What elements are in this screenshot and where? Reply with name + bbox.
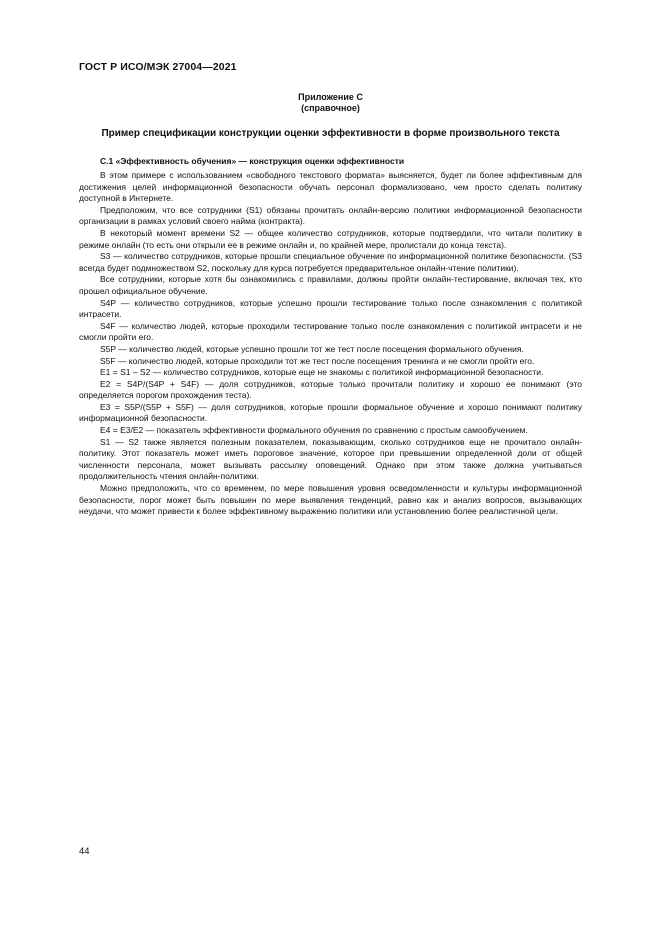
page-number: 44 <box>79 846 90 857</box>
main-heading: Пример спецификации конструкции оценки эффективности в форме произвольного текста <box>101 128 560 139</box>
paragraph: Предположим, что все сотрудники (S1) обязаны прочитать онлайн-версию политики информационной безопасности организации в рамках условий своего найма (контракта). <box>79 204 582 227</box>
paragraph: S5P — количество людей, которые успешно прошли тот же тест после посещения формального обучения. <box>100 343 524 354</box>
appendix-title: Приложение С <box>298 92 363 102</box>
appendix-title-block <box>0 92 661 114</box>
section-heading: С.1 «Эффективность обучения» — конструкция оценки эффективности <box>100 156 405 166</box>
document-header: ГОСТ Р ИСО/МЭК 27004—2021 <box>79 61 237 73</box>
paragraph: S1 — S2 также является полезным показателем, показывающим, сколько сотрудников еще не прочитало онлайн-политику. Этот показатель может иметь пороговое значение, которое при превышении определенной доли от общей численности персонала, может вызывать рассылку оповещений. Однако при этом также должна учитываться продолжительность чтения онлайн-политики. <box>79 436 582 482</box>
paragraph: S4F — количество людей, которые проходили тестирование только после ознакомления с политикой интрасети и не смогли пройти его. <box>79 320 582 343</box>
paragraph: S5F — количество людей, которые проходили тот же тест после посещения тренинга и не смогли пройти его. <box>100 355 535 366</box>
paragraph: S3 — количество сотрудников, которые прошли специальное обучение по информационной политике безопасности. (S3 всегда будет подмножеством S2, поскольку для курса потребуется предварительное онлайн-чтение политики). <box>79 251 582 273</box>
paragraph: E2 = S4P/(S4P + S4F) — доля сотрудников, которые только прочитали политику и хорошо ее понимают (это определяется порогом прохождения теста). <box>79 378 582 401</box>
paragraph: В этом примере с использованием «свободного текстового формата» выясняется, будет ли более эффективным для достижения целей информационной безопасности обучать персонал формализовано, чем просто сделать политику доступной в Интернете. <box>79 170 582 204</box>
paragraph: S4P — количество сотрудников, которые успешно прошли тестирование только после ознакомления с политикой интрасети. <box>79 297 582 320</box>
paragraph: E3 = S5P/(S5P + S5F) — доля сотрудников, которые прошли формальное обучение и хорошо понимают политику информационной безопасности. <box>79 401 582 424</box>
paragraph: E4 = E3/E2 — показатель эффективности формального обучения по сравнению с простым самообучением. <box>100 425 528 436</box>
paragraph: Все сотрудники, которые хотя бы ознакомились с правилами, должны пройти онлайн-тестирование, включая тех, кто прошел официальное обучение. <box>79 274 582 296</box>
body-text <box>79 170 582 518</box>
paragraph: Можно предположить, что со временем, по мере повышения уровня осведомленности и культуры информационной безопасности, порог может быть повышен по мере выявления тенденций, равно как и анализ вопросов, вызывающих неудачи, что может привести к более эффективному выражению политики или установлению более реалистичной цели. <box>79 483 582 517</box>
paragraph: E1 = S1 – S2 — количество сотрудников, которые еще не знакомы с политикой информационной безопасности. <box>100 367 544 378</box>
paragraph: В некоторый момент времени S2 — общее количество сотрудников, которые подтвердили, что читали политику в режиме онлайн (то есть они открыли ее в режиме онлайн и, по крайней мере, пролистали до конца текста). <box>79 227 582 250</box>
appendix-subtitle: (справочное) <box>301 103 360 113</box>
